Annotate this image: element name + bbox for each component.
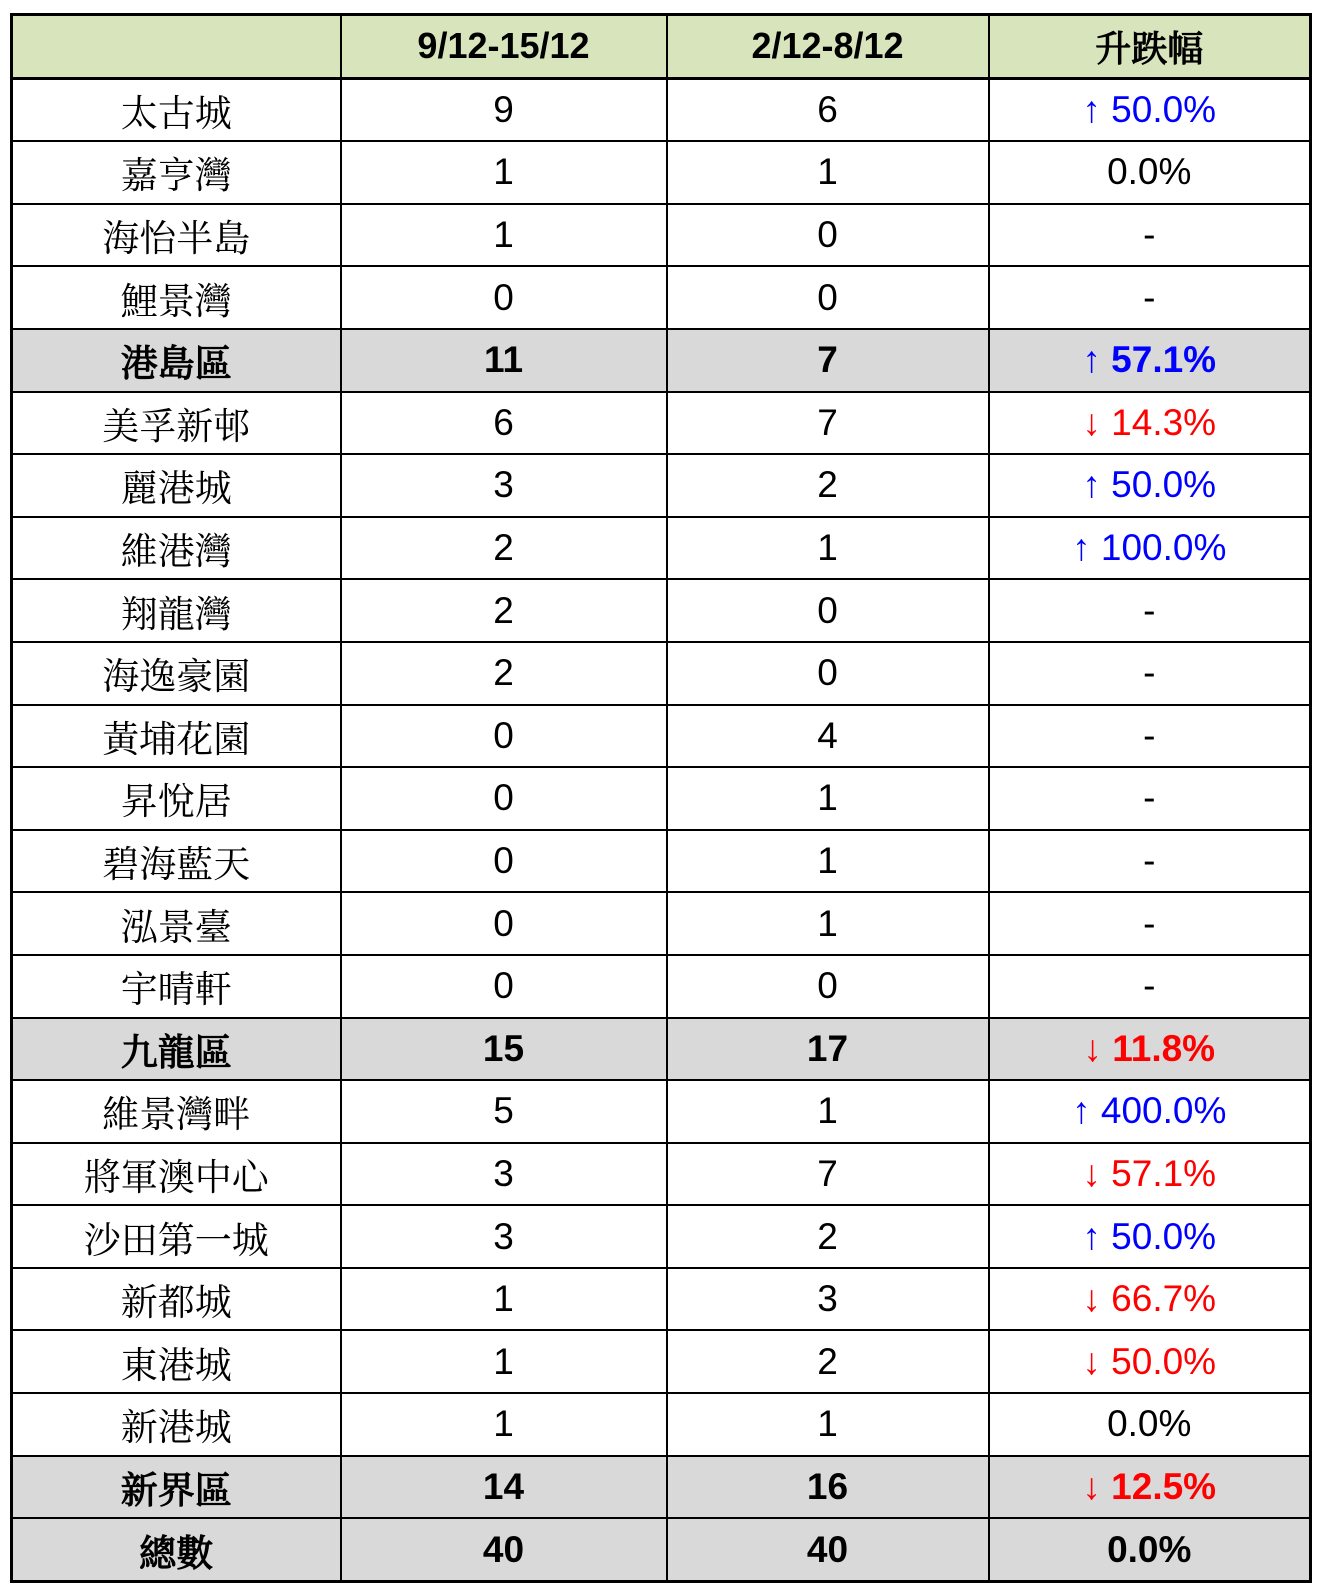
current-week-count: 0 (341, 705, 667, 768)
change-value: - (989, 955, 1311, 1018)
current-week-count: 2 (341, 517, 667, 580)
table-row (12, 1393, 1311, 1456)
change-value: ↑ 57.1% (989, 329, 1311, 392)
table-row (12, 1205, 1311, 1268)
estate-name: 翔龍灣 (12, 579, 341, 642)
estate-name: 將軍澳中心 (12, 1143, 341, 1206)
previous-week-count: 0 (667, 955, 989, 1018)
summary-row (12, 1018, 1311, 1081)
estate-name: 泓景臺 (12, 892, 341, 955)
current-week-count: 1 (341, 1393, 667, 1456)
estate-name: 太古城 (12, 78, 341, 141)
previous-week-count: 1 (667, 517, 989, 580)
change-value: ↓ 12.5% (989, 1456, 1311, 1519)
table-row (12, 1080, 1311, 1143)
table-row (12, 705, 1311, 768)
previous-week-count: 3 (667, 1268, 989, 1331)
previous-week-count: 0 (667, 579, 989, 642)
change-value: ↓ 57.1% (989, 1143, 1311, 1206)
estate-name: 維景灣畔 (12, 1080, 341, 1143)
current-week-count: 1 (341, 1330, 667, 1393)
change-value: - (989, 579, 1311, 642)
table-row (12, 1268, 1311, 1331)
previous-week-count: 0 (667, 266, 989, 329)
previous-week-count: 16 (667, 1456, 989, 1519)
estate-name: 沙田第一城 (12, 1205, 341, 1268)
header-current-week: 9/12-15/12 (341, 15, 667, 79)
table-row (12, 141, 1311, 204)
current-week-count: 15 (341, 1018, 667, 1081)
current-week-count: 1 (341, 1268, 667, 1331)
previous-week-count: 2 (667, 454, 989, 517)
previous-week-count: 7 (667, 329, 989, 392)
header-row (12, 15, 1311, 79)
current-week-count: 14 (341, 1456, 667, 1519)
change-value: ↑ 50.0% (989, 454, 1311, 517)
change-value: - (989, 892, 1311, 955)
estate-name: 新都城 (12, 1268, 341, 1331)
estate-name: 新界區 (12, 1456, 341, 1519)
change-value: - (989, 642, 1311, 705)
estate-name: 新港城 (12, 1393, 341, 1456)
estate-name: 美孚新邨 (12, 392, 341, 455)
current-week-count: 40 (341, 1518, 667, 1581)
table-row (12, 830, 1311, 893)
change-value: ↓ 50.0% (989, 1330, 1311, 1393)
change-value: ↓ 66.7% (989, 1268, 1311, 1331)
change-value: ↑ 50.0% (989, 1205, 1311, 1268)
change-value: 0.0% (989, 141, 1311, 204)
current-week-count: 2 (341, 579, 667, 642)
estate-name: 麗港城 (12, 454, 341, 517)
table-row (12, 392, 1311, 455)
previous-week-count: 17 (667, 1018, 989, 1081)
current-week-count: 0 (341, 830, 667, 893)
change-value: - (989, 266, 1311, 329)
current-week-count: 11 (341, 329, 667, 392)
current-week-count: 9 (341, 78, 667, 141)
current-week-count: 0 (341, 767, 667, 830)
estate-name: 昇悅居 (12, 767, 341, 830)
current-week-count: 1 (341, 204, 667, 267)
current-week-count: 0 (341, 892, 667, 955)
estate-name: 嘉亨灣 (12, 141, 341, 204)
change-value: ↑ 100.0% (989, 517, 1311, 580)
change-value: ↓ 14.3% (989, 392, 1311, 455)
previous-week-count: 7 (667, 392, 989, 455)
change-value: ↓ 11.8% (989, 1018, 1311, 1081)
estate-name: 九龍區 (12, 1018, 341, 1081)
previous-week-count: 4 (667, 705, 989, 768)
table-row (12, 1330, 1311, 1393)
change-value: - (989, 705, 1311, 768)
table-body (12, 78, 1311, 1581)
previous-week-count: 1 (667, 892, 989, 955)
previous-week-count: 7 (667, 1143, 989, 1206)
table-row (12, 767, 1311, 830)
estate-name: 總數 (12, 1518, 341, 1581)
previous-week-count: 1 (667, 1393, 989, 1456)
current-week-count: 3 (341, 454, 667, 517)
previous-week-count: 40 (667, 1518, 989, 1581)
table-row (12, 78, 1311, 141)
transactions-table (10, 13, 1312, 1583)
previous-week-count: 1 (667, 1080, 989, 1143)
table-row (12, 517, 1311, 580)
previous-week-count: 1 (667, 830, 989, 893)
table-row (12, 266, 1311, 329)
estate-name: 港島區 (12, 329, 341, 392)
current-week-count: 3 (341, 1143, 667, 1206)
current-week-count: 2 (341, 642, 667, 705)
change-value: 0.0% (989, 1518, 1311, 1581)
current-week-count: 5 (341, 1080, 667, 1143)
current-week-count: 0 (341, 266, 667, 329)
table-row (12, 579, 1311, 642)
change-value: 0.0% (989, 1393, 1311, 1456)
previous-week-count: 0 (667, 642, 989, 705)
table-row (12, 892, 1311, 955)
estate-name: 碧海藍天 (12, 830, 341, 893)
current-week-count: 0 (341, 955, 667, 1018)
estate-name: 黃埔花園 (12, 705, 341, 768)
table-row (12, 1143, 1311, 1206)
change-value: - (989, 204, 1311, 267)
change-value: ↑ 50.0% (989, 78, 1311, 141)
estate-name: 海怡半島 (12, 204, 341, 267)
estate-name: 東港城 (12, 1330, 341, 1393)
current-week-count: 3 (341, 1205, 667, 1268)
table-row (12, 454, 1311, 517)
header-change: 升跌幅 (989, 15, 1311, 79)
current-week-count: 1 (341, 141, 667, 204)
summary-row (12, 329, 1311, 392)
previous-week-count: 0 (667, 204, 989, 267)
table-row (12, 642, 1311, 705)
current-week-count: 6 (341, 392, 667, 455)
previous-week-count: 6 (667, 78, 989, 141)
change-value: - (989, 830, 1311, 893)
header-estate-blank (12, 15, 341, 79)
table-row (12, 955, 1311, 1018)
previous-week-count: 1 (667, 141, 989, 204)
change-value: - (989, 767, 1311, 830)
previous-week-count: 1 (667, 767, 989, 830)
previous-week-count: 2 (667, 1205, 989, 1268)
estate-name: 海逸豪園 (12, 642, 341, 705)
estate-name: 宇晴軒 (12, 955, 341, 1018)
header-previous-week: 2/12-8/12 (667, 15, 989, 79)
summary-row (12, 1456, 1311, 1519)
table-row (12, 204, 1311, 267)
summary-row (12, 1518, 1311, 1581)
previous-week-count: 2 (667, 1330, 989, 1393)
change-value: ↑ 400.0% (989, 1080, 1311, 1143)
estate-name: 維港灣 (12, 517, 341, 580)
estate-name: 鯉景灣 (12, 266, 341, 329)
